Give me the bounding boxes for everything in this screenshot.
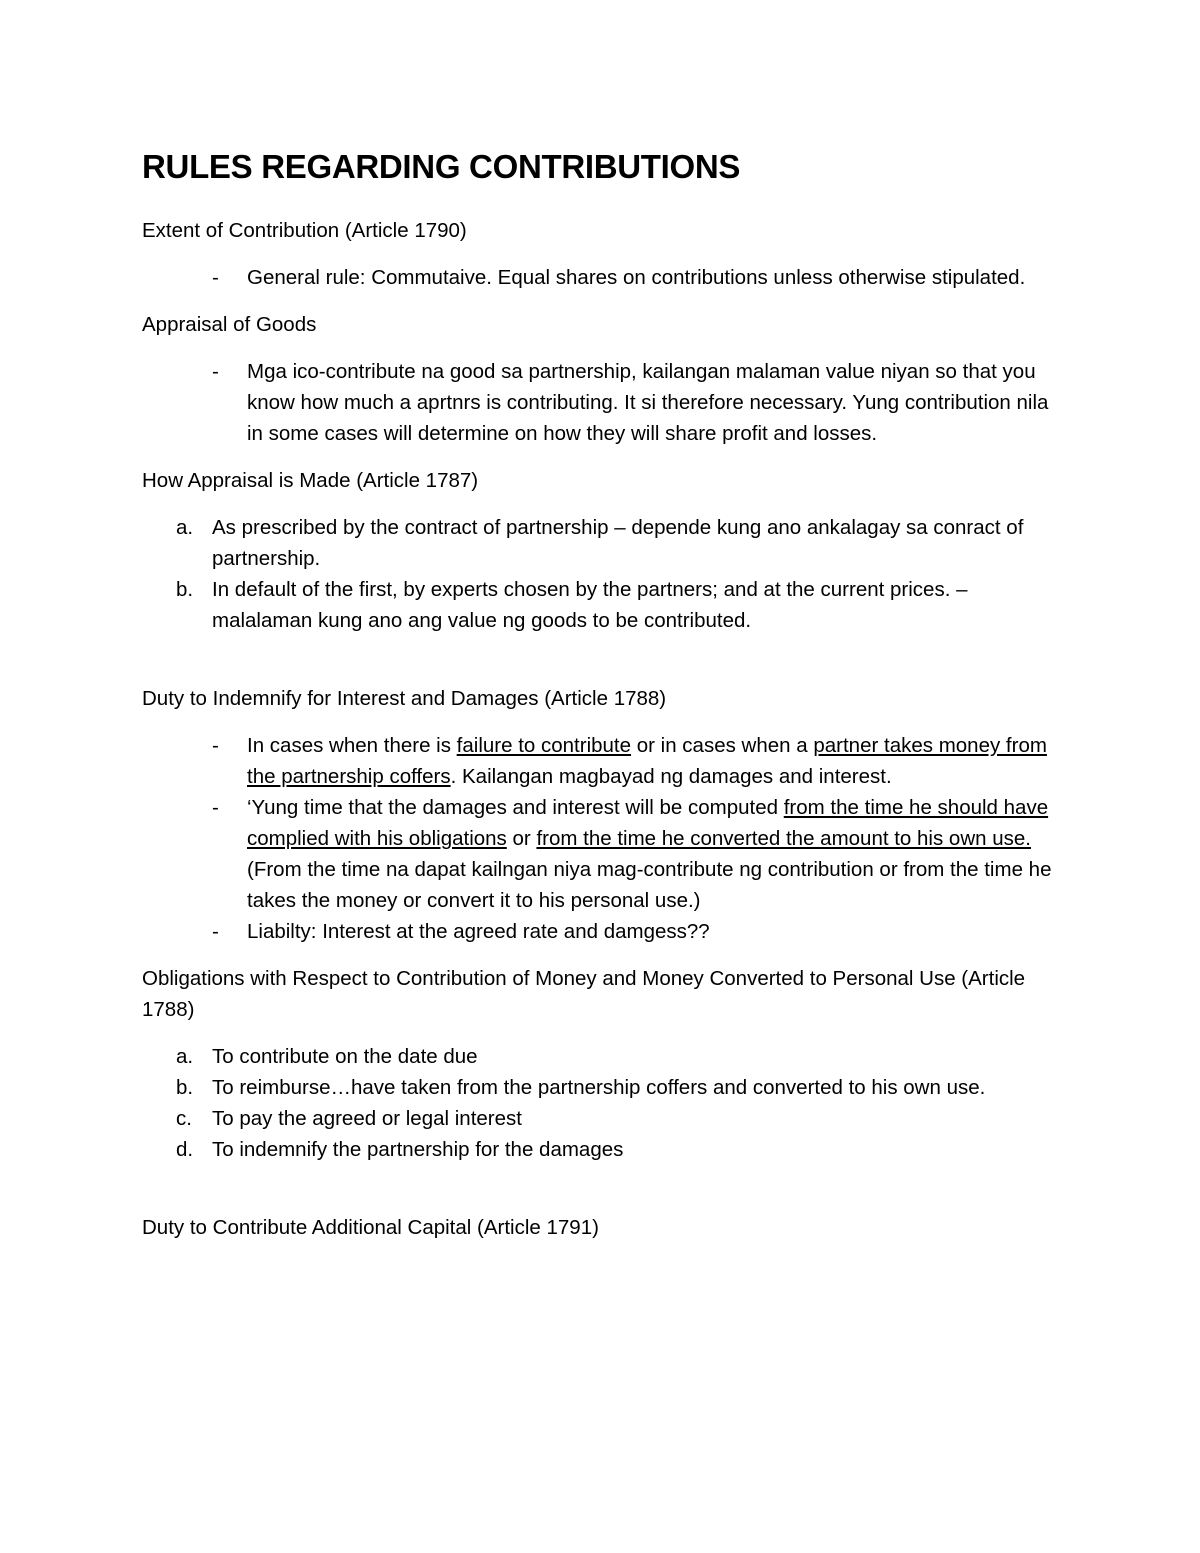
letter-marker: a.	[176, 516, 194, 539]
list-item-text: Mga ico-contribute na good sa partnership, kailangan malaman value niyan so that you know how much a aprtnrs is contributing. It si therefore necessary. Yung contribution nila in some cases will determine on how they will share profit and losses.	[247, 360, 1049, 445]
document-title: RULES REGARDING CONTRIBUTIONS	[142, 148, 741, 185]
list-item-text: General rule: Commutaive. Equal shares on contributions unless otherwise stipulated.	[247, 266, 1026, 289]
list-item	[142, 1072, 1070, 1103]
text-run: In cases when there is	[247, 734, 457, 757]
how-appraisal-list	[142, 512, 1070, 636]
dash-bullet: -	[212, 920, 219, 943]
letter-marker: c.	[176, 1107, 192, 1130]
underlined-text: from the time he converted the amount to his own use.	[536, 827, 1031, 850]
section-heading-duty-indemnify: Duty to Indemnify for Interest and Damages (Article 1788)	[142, 687, 667, 710]
list-item	[142, 730, 1070, 792]
blank-line	[142, 652, 1070, 683]
list-item-text: In default of the first, by experts chosen by the partners; and at the current prices. – malalaman kung ano ang value ng goods to be contributed.	[212, 578, 968, 632]
letter-marker: b.	[176, 1076, 194, 1099]
appraisal-list	[142, 356, 1070, 449]
list-item	[142, 574, 1070, 636]
list-item	[142, 1103, 1070, 1134]
list-item-text: To reimburse…have taken from the partnership coffers and converted to his own use.	[212, 1076, 986, 1099]
section-heading-how-appraisal: How Appraisal is Made (Article 1787)	[142, 469, 479, 492]
dash-bullet: -	[212, 266, 219, 289]
list-item	[142, 916, 1070, 947]
list-item	[142, 1134, 1070, 1165]
list-item-text: Liabilty: Interest at the agreed rate and damgess??	[247, 920, 710, 943]
letter-marker: d.	[176, 1138, 194, 1161]
list-item-text: To indemnify the partnership for the damages	[212, 1138, 624, 1161]
list-item	[142, 512, 1070, 574]
list-item	[142, 1041, 1070, 1072]
section-heading-extent: Extent of Contribution (Article 1790)	[142, 219, 467, 242]
list-item-text: As prescribed by the contract of partnership – depende kung ano ankalagay sa conract of partnership.	[212, 516, 1024, 570]
underlined-text: partner takes money from the partnership coffers	[247, 734, 1047, 788]
text-run: ‘Yung time that the damages and interest will be computed	[247, 796, 784, 819]
section-heading-additional-capital: Duty to Contribute Additional Capital (Article 1791)	[142, 1216, 599, 1239]
dash-bullet: -	[212, 734, 219, 757]
list-item-text: To contribute on the date due	[212, 1045, 478, 1068]
text-run: (From the time na dapat kailngan niya mag-contribute ng contribution or from the time he takes the money or convert it to his personal use.)	[247, 858, 1052, 912]
list-item-text: To pay the agreed or legal interest	[212, 1107, 522, 1130]
list-item	[142, 792, 1070, 916]
letter-marker: a.	[176, 1045, 194, 1068]
text-run: or	[506, 827, 537, 850]
dash-bullet: -	[212, 360, 219, 383]
underlined-text: from the time he should have complied with his obligations	[247, 796, 1049, 850]
section-heading-appraisal: Appraisal of Goods	[142, 313, 317, 336]
text-run: . Kailangan magbayad ng damages and interest.	[450, 765, 892, 788]
obligations-list	[142, 1041, 1070, 1165]
duty-indemnify-list	[142, 730, 1070, 947]
blank-line	[142, 1181, 1070, 1212]
section-heading-obligations: Obligations with Respect to Contribution of Money and Money Converted to Personal Use (Article 1788)	[142, 967, 1026, 1021]
underlined-text: failure to contribute	[456, 734, 632, 757]
list-item	[142, 356, 1070, 449]
extent-list	[142, 262, 1070, 293]
letter-marker: b.	[176, 578, 194, 601]
dash-bullet: -	[212, 796, 219, 819]
text-run: or in cases when a	[631, 734, 814, 757]
list-item	[142, 262, 1070, 293]
